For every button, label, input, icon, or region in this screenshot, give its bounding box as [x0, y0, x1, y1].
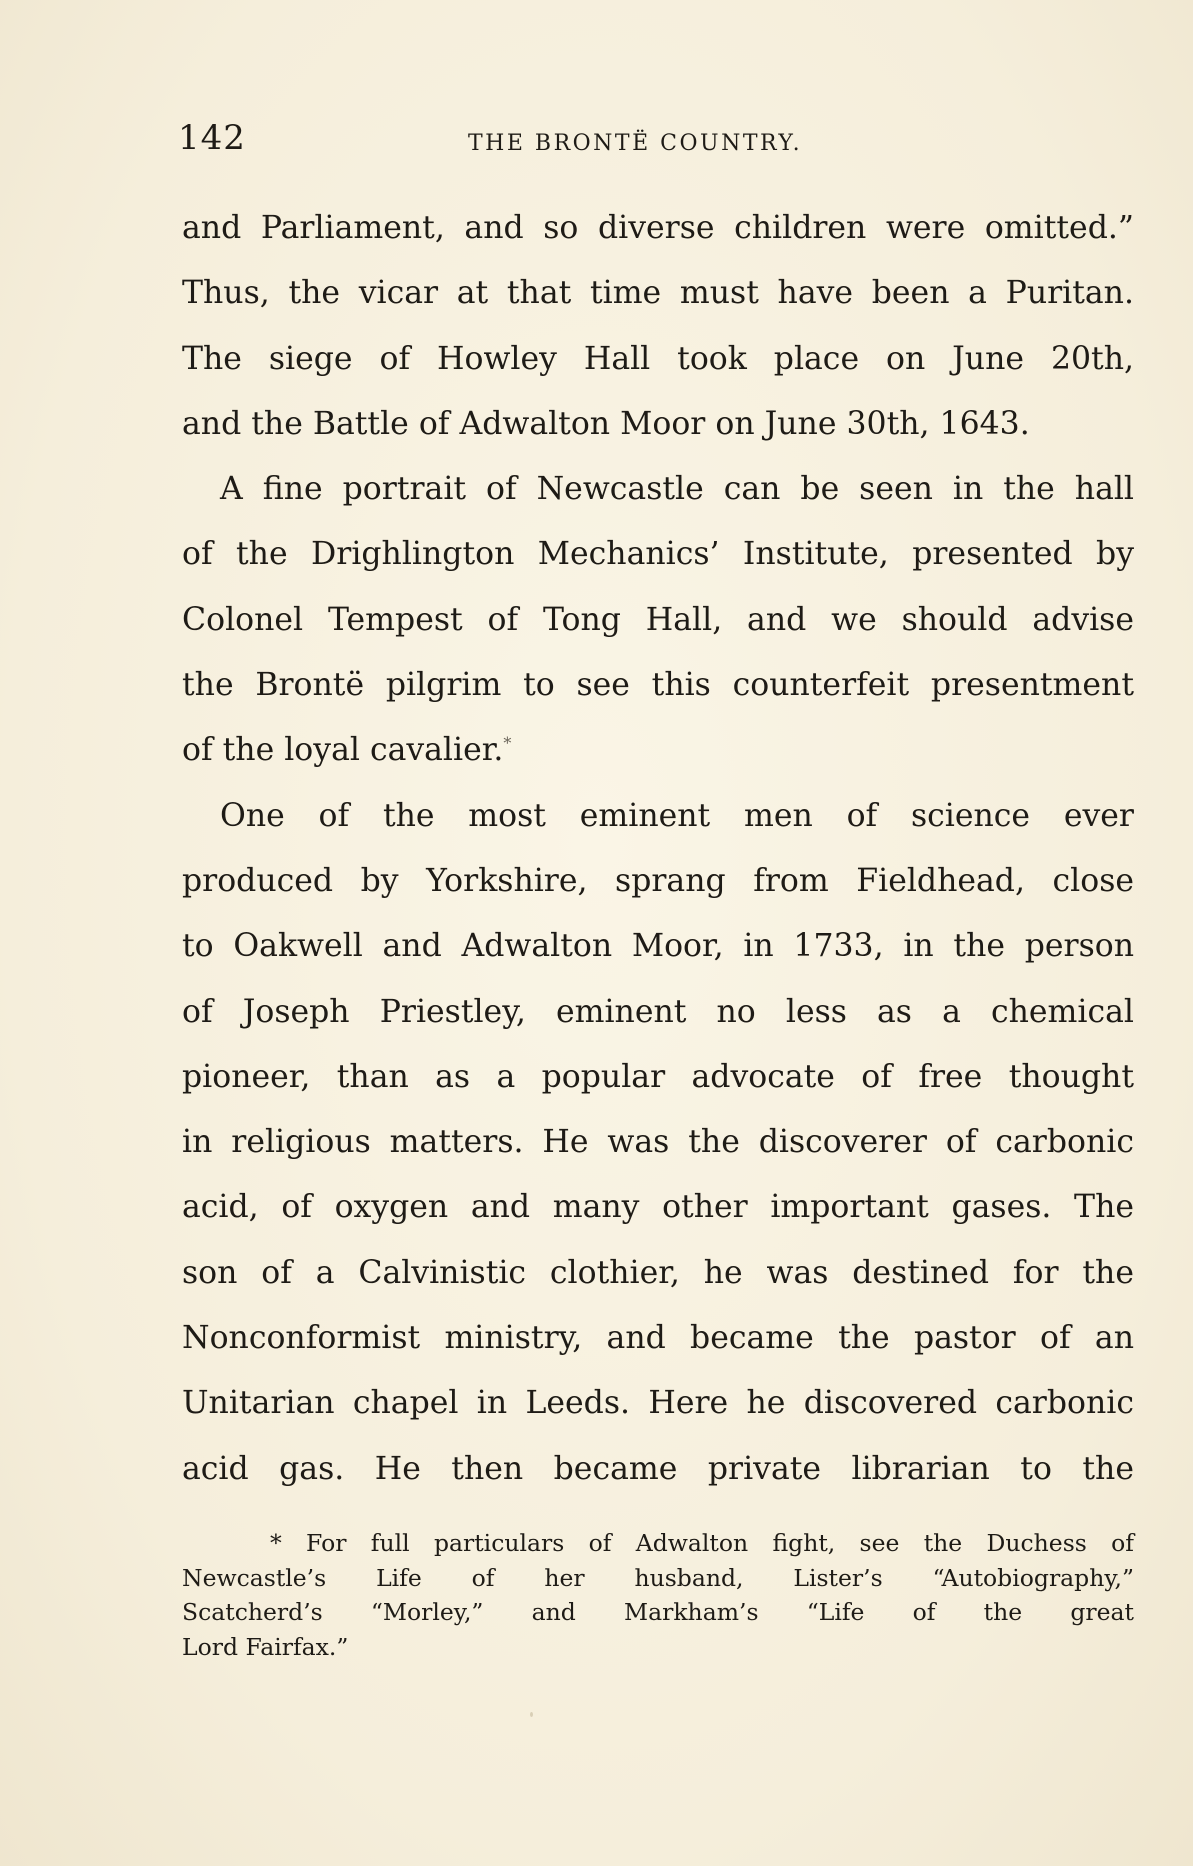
- running-title: THE BRONTË COUNTRY.: [468, 131, 803, 156]
- text-line: Nonconformist ministry, and became the pastor of an: [182, 1320, 1134, 1357]
- footnote-reference: *: [503, 733, 512, 753]
- text-line: The siege of Howley Hall took place on June 20th,: [182, 340, 1134, 377]
- footnote-line: Scatcherd’s “Morley,” and Markham’s “Life of the great: [182, 1598, 1134, 1626]
- text-line: acid, of oxygen and many other important gases. The: [182, 1189, 1134, 1226]
- text-line: Unitarian chapel in Leeds. Here he discovered carbonic: [182, 1385, 1134, 1422]
- paragraph-start-line: A fine portrait of Newcastle can be seen in the hall: [220, 471, 1134, 508]
- text-line-content: of the loyal cavalier.: [182, 732, 504, 769]
- page-number: 142: [178, 118, 246, 158]
- footnote-line: * For full particulars of Adwalton fight, see the Duchess of: [270, 1529, 1134, 1557]
- text-line: pioneer, than as a popular advocate of free thought: [182, 1058, 1134, 1095]
- footnote: [182, 1526, 1134, 1664]
- body-text: [182, 196, 1134, 1502]
- text-line: in religious matters. He was the discoverer of carbonic: [182, 1124, 1134, 1161]
- footnote-line: Newcastle’s Life of her husband, Lister’s “Autobiography,”: [182, 1563, 1134, 1592]
- text-line: produced by Yorkshire, sprang from Fieldhead, close: [182, 862, 1134, 899]
- paragraph-start-line: One of the most eminent men of science ever: [220, 797, 1134, 834]
- paper-speck: [530, 1712, 533, 1717]
- footnote-line: Lord Fairfax.”: [182, 1632, 349, 1661]
- text-line: Thus, the vicar at that time must have been a Puritan.: [182, 275, 1134, 312]
- text-line: of Joseph Priestley, eminent no less as a chemical: [182, 993, 1134, 1030]
- text-line: Colonel Tempest of Tong Hall, and we should advise: [182, 601, 1134, 638]
- text-line-with-footnote: [182, 718, 1134, 783]
- text-line: to Oakwell and Adwalton Moor, in 1733, in the person: [182, 928, 1134, 965]
- text-line: the Brontë pilgrim to see this counterfeit presentment: [182, 667, 1134, 704]
- text-line: acid gas. He then became private librarian to the: [182, 1450, 1134, 1487]
- text-line: son of a Calvinistic clothier, he was destined for the: [182, 1254, 1134, 1291]
- text-line: and the Battle of Adwalton Moor on June 30th, 1643.: [182, 405, 1030, 442]
- text-line: of the Drighlington Mechanics’ Institute, presented by: [182, 536, 1134, 573]
- page-header: [178, 118, 1136, 168]
- text-line: and Parliament, and so diverse children were omitted.”: [182, 210, 1134, 246]
